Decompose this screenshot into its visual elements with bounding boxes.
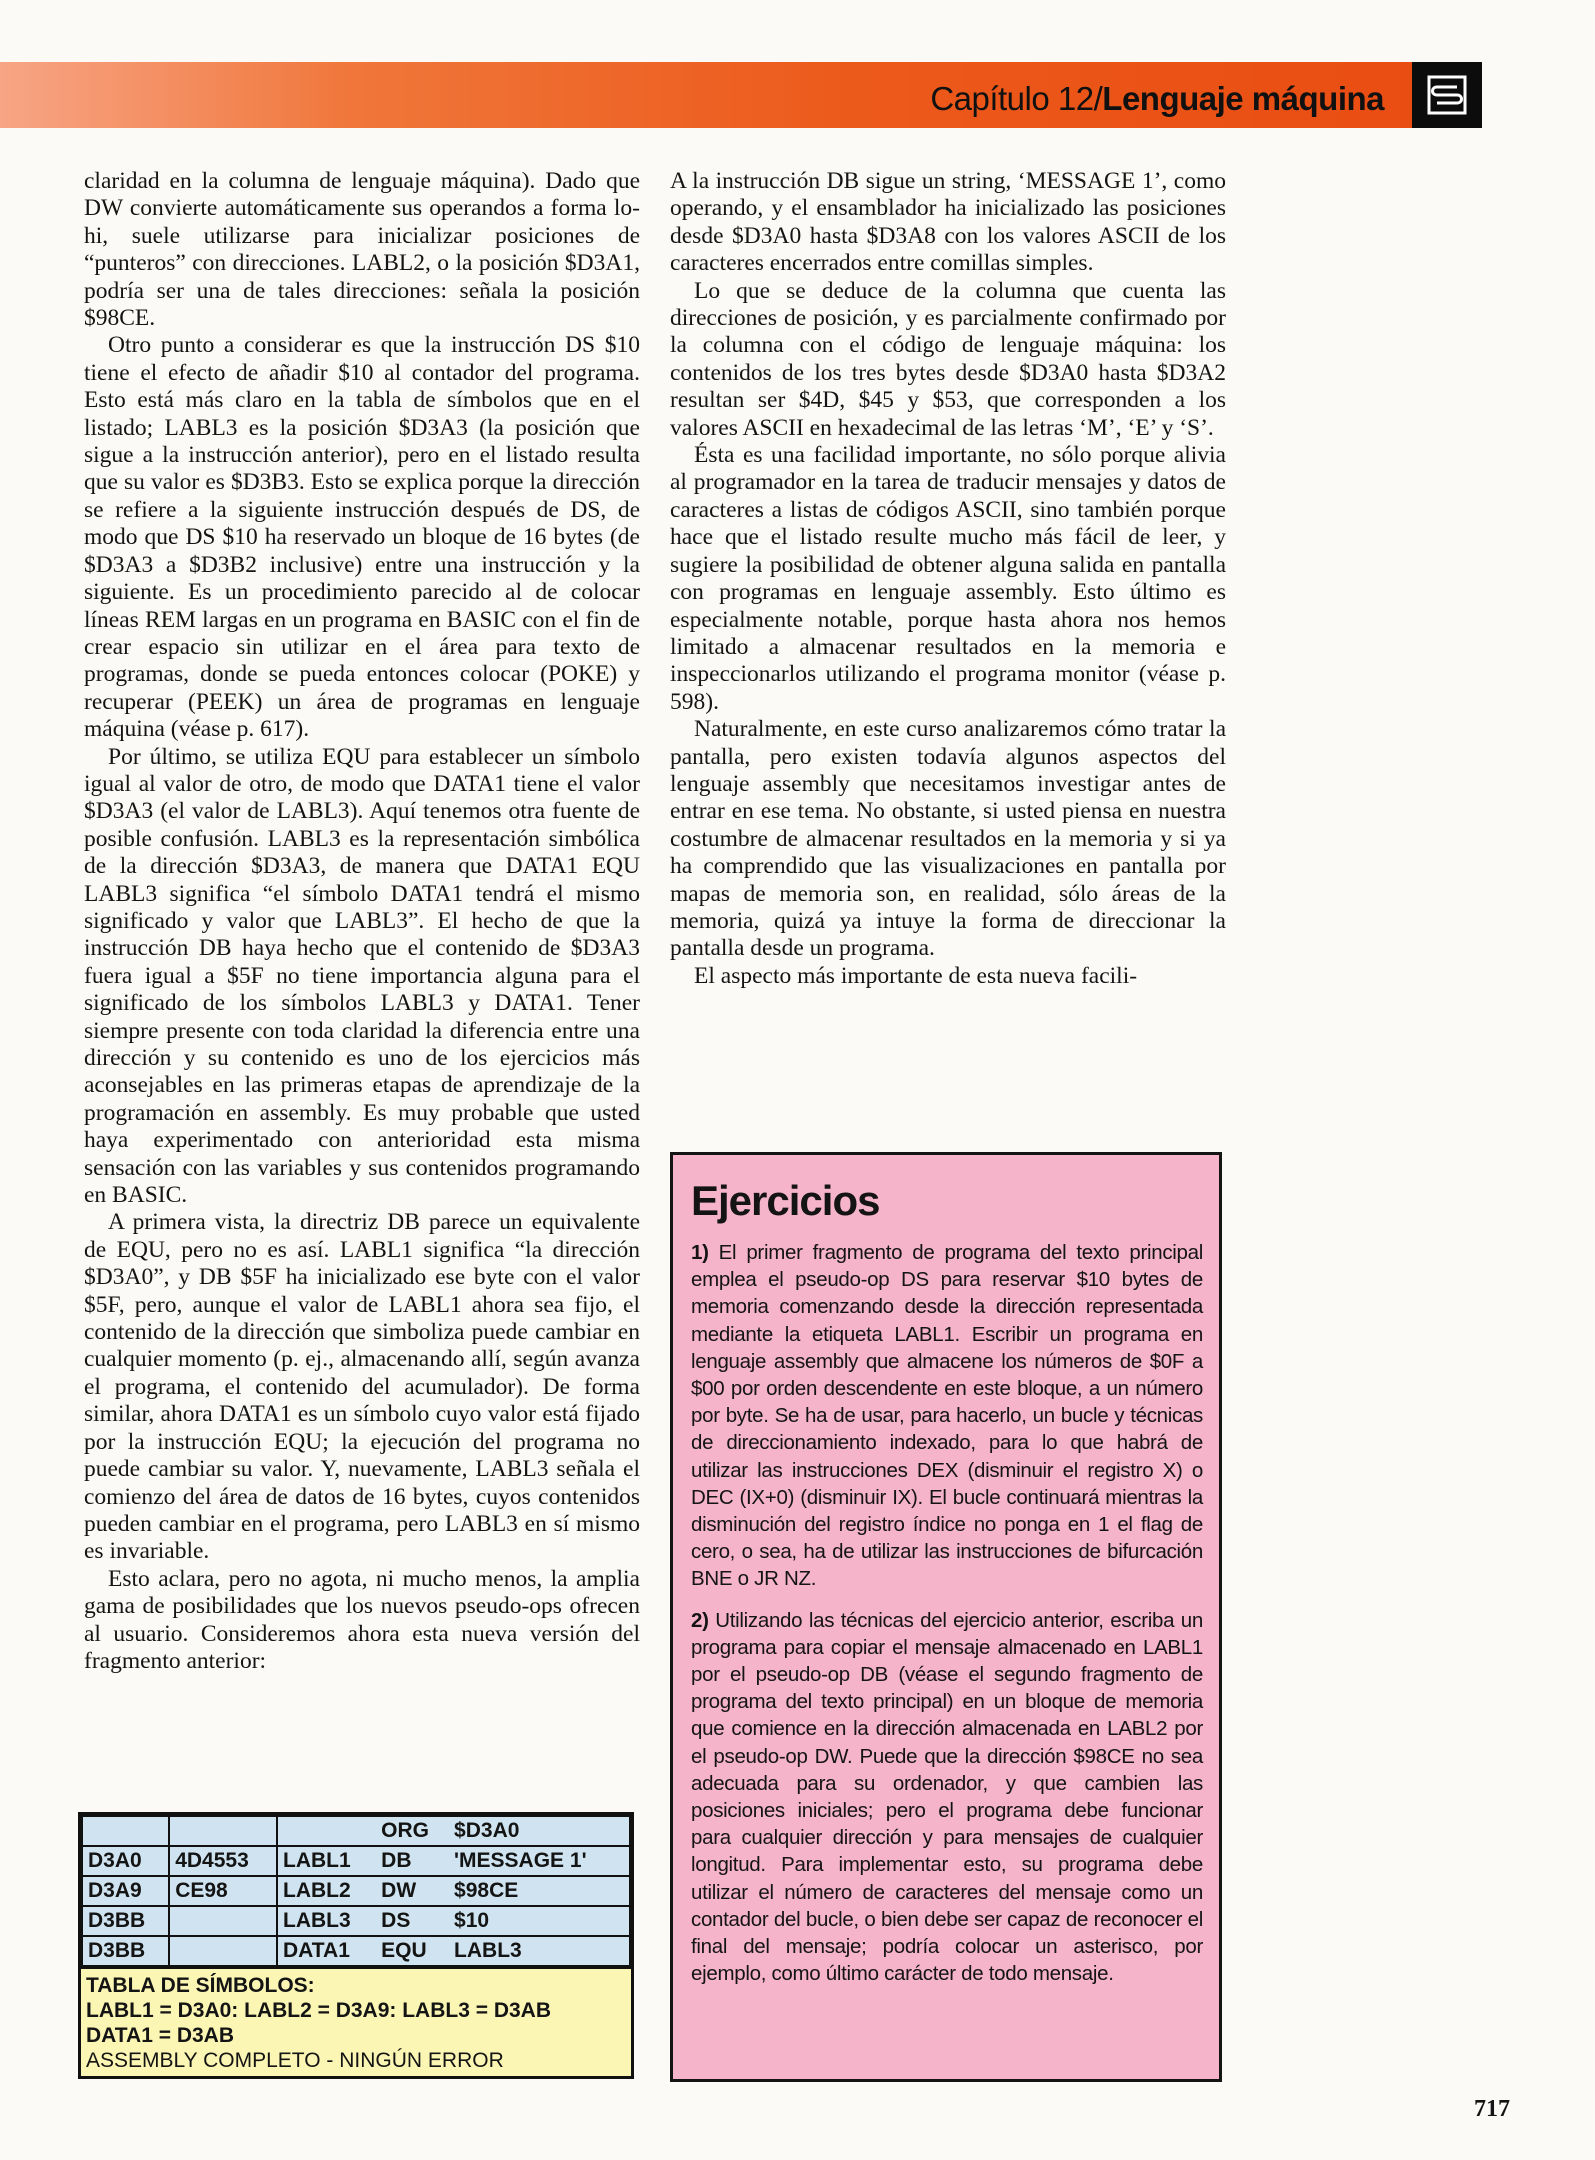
exercises-box — [670, 1152, 1222, 2082]
listing-label: LABL1 — [277, 1846, 376, 1876]
chapter-icon — [1427, 75, 1467, 115]
right-paragraph-5: El aspecto más importante de esta nueva facili- — [694, 962, 1138, 989]
listing-row — [82, 1936, 630, 1966]
left-paragraph-2: Otro punto a considerar es que la instrucción DS $10 tiene el efecto de añadir $10 al contador del programa. Esto está más claro en la tabla de símbolos que en el listado; LABL3 es la posición $D3A3 (la posición que sigue a la instrucción anterior), pero en el listado resulta que su valor es $D3B3. Esto se explica porque la dirección se refiere a la siguiente instrucción después de DS, de modo que DS $10 ha reservado un bloque de 16 bytes (de $D3A3 a $D3B2 inclusive) entre una instrucción y la siguiente. Es un procedimiento parecido al de colocar líneas REM largas en un programa en BASIC con el fin de crear espacio sin utilizar en el área para texto de programas, donde se pueda entonces colocar (POKE) y recuperar (PEEK) un área de programas en lenguaje máquina (véase p. 617). — [84, 332, 640, 743]
listing-operand: $10 — [449, 1906, 630, 1936]
exercise-text: Utilizando las técnicas del ejercicio anterior, escriba un programa para copiar el mensaje almacenado en LABL1 por el pseudo-op DB (véase el segundo fragmento de programa del texto principal) en un bloque de memoria que comience en la dirección almacenada en LABL2 por el pseudo-op DW. Puede que la dirección $98CE no sea adecuada para su ordenador, y que cambien las posiciones iniciales; pero el programa debe funcionar para cualquier dirección y para mensajes de cualquier longitud. Para implementar esto, su programa debe utilizar el número de caracteres del mensaje como un contador del bucle, o bien debe ser capaz de reconocer el final del mensaje; podría colocar un asterisco, por ejemplo, como último carácter de todo mensaje. — [691, 1608, 1203, 1986]
symbol-table-title: TABLA DE SÍMBOLOS: — [86, 1974, 315, 1997]
exercise-text: El primer fragmento de programa del texto principal emplea el pseudo-op DS para reservar $10 bytes de memoria comenzando desde la dirección representada mediante la etiqueta LABL1. Escribir un programa en lenguaje assembly que almacene los números de $0F a $00 por orden descendente en este bloque, a un número por byte. Se ha de usar, para hacerlo, un bucle y técnicas de direccionamiento indexado, para lo que habrá de utilizar las instrucciones DEX (disminuir el registro X) o DEC (IX+0) (disminuir IX). El bucle continuará mientras la disminución del registro índice no ponga en 1 el flag de cero, o sea, ha de utilizar las instrucciones de bifurcación BNE o JR NZ. — [691, 1241, 1203, 1591]
listing-opcode: DB — [376, 1846, 449, 1876]
listing-address: D3A0 — [82, 1846, 169, 1876]
listing-table — [81, 1815, 631, 1967]
chapter-icon-box — [1412, 62, 1482, 128]
right-column — [670, 168, 1226, 990]
right-paragraph-4: Naturalmente, en este curso analizaremos cómo tratar la pantalla, pero existen todavía algunos aspectos del lenguaje assembly que necesitamos investigar antes de entrar en ese tema. No obstante, si usted piensa en nuestra costumbre de almacenar resultados en la memoria y si ya ha comprendido que las visualizaciones en pantalla por mapas de memoria son, en realidad, sólo áreas de la memoria, quizá ya intuye la forma de direccionar la pantalla desde un programa. — [670, 716, 1226, 962]
exercise-number: 2) — [691, 1608, 709, 1632]
symbol-table — [81, 1967, 631, 2076]
listing-row — [82, 1876, 630, 1906]
page-number: 717 — [1474, 2096, 1510, 2122]
listing-label — [277, 1816, 376, 1846]
chapter-title — [930, 80, 1384, 118]
listing-row — [82, 1846, 630, 1876]
listing-operand: $D3A0 — [449, 1816, 630, 1846]
right-paragraph-3: Ésta es una facilidad importante, no sólo porque alivia al programador en la tarea de traducir mensajes y datos de caracteres a listas de códigos ASCII, sino también porque hace que el listado resulte mucho más fácil de leer, y sugiere la posibilidad de obtener alguna salida en pantalla con programas en lenguaje assembly. Esto último es especialmente notable, porque hasta ahora nos hemos limitado a almacenar resultados en la memoria e inspeccionarlos utilizando el programa monitor (véase p. 598). — [670, 442, 1226, 715]
listing-opcode: DS — [376, 1906, 449, 1936]
left-paragraph-3: Por último, se utiliza EQU para establecer un símbolo igual al valor de otro, de modo que DATA1 tiene el valor $D3A3 (el valor de LABL3). Aquí tenemos otra fuente de posible confusión. LABL3 es la representación simbólica de la dirección $D3A3, de manera que DATA1 EQU LABL3 significa “el símbolo DATA1 tendrá el mismo significado y valor que LABL3”. El hecho de que la instrucción DB haya hecho que el contenido de $D3A3 fuera igual a $5F no tiene importancia alguna para el significado de los símbolos LABL3 y DATA1. Tener siempre presente con toda claridad la diferencia entre una dirección y su contenido es uno de los ejercicios más aconsejables en las primeras etapas de aprendizaje de la programación en assembly. Es muy probable que usted haya experimentado con anterioridad esta misma sensación con las variables y sus contenidos programando en BASIC. — [84, 743, 640, 1209]
listing-address — [82, 1816, 169, 1846]
listing-label: LABL3 — [277, 1906, 376, 1936]
left-column — [84, 168, 640, 1675]
listing-operand: $98CE — [449, 1876, 630, 1906]
listing-row — [82, 1906, 630, 1936]
left-paragraph-1: claridad en la columna de lenguaje máquina). Dado que DW convierte automáticamente sus operandos a forma lo-hi, suele utilizarse para inicializar posiciones de “punteros” con direcciones. LABL2, o la posición $D3A1, podría ser una de tales direcciones: señala la posición $98CE. — [84, 168, 640, 332]
exercises-title: Ejercicios — [691, 1177, 880, 1224]
assembly-status: ASSEMBLY COMPLETO - NINGÚN ERROR — [86, 2049, 504, 2072]
exercise-number: 1) — [691, 1241, 709, 1264]
symbol-line: LABL1 = D3A0: LABL2 = D3A9: LABL3 = D3AB — [86, 1999, 552, 2022]
chapter-label: Capítulo 12/ — [930, 80, 1103, 117]
listing-label: LABL2 — [277, 1876, 376, 1906]
listing-row — [82, 1816, 630, 1846]
exercise-item-2 — [691, 1607, 1203, 1988]
right-paragraph-1: A la instrucción DB sigue un string, ‘MESSAGE 1’, como operando, y el ensamblador ha inicializado las posiciones desde $D3A0 hasta $D3A8 con los valores ASCII de los caracteres encerrados entre comillas simples. — [670, 168, 1226, 277]
listing-code — [169, 1906, 277, 1936]
listing-code: 4D4553 — [169, 1846, 277, 1876]
listing-opcode: DW — [376, 1876, 449, 1906]
chapter-topic: Lenguaje máquina — [1102, 80, 1384, 117]
listing-address: D3A9 — [82, 1876, 169, 1906]
left-paragraph-5: Esto aclara, pero no agota, ni mucho menos, la amplia gama de posibilidades que los nuevos pseudo-ops ofrecen al usuario. Consideremos ahora esta nueva versión del fragmento anterior: — [84, 1565, 640, 1674]
listing-operand: 'MESSAGE 1' — [449, 1846, 630, 1876]
symbol-line: DATA1 = D3AB — [86, 2024, 234, 2047]
assembly-listing — [78, 1812, 634, 2079]
listing-opcode: EQU — [376, 1936, 449, 1966]
listing-code — [169, 1936, 277, 1966]
listing-address: D3BB — [82, 1936, 169, 1966]
left-paragraph-4: A primera vista, la directriz DB parece un equivalente de EQU, pero no es así. LABL1 significa “la dirección $D3A0”, y DB $5F ha inicializado ese byte con el valor $5F, pero, aunque el valor de LABL1 ahora sea fijo, el contenido de la dirección que simboliza puede cambiar en cualquier momento (p. ej., almacenando allí, según avanza el programa, el contenido del acumulador). De forma similar, ahora DATA1 es un símbolo cuyo valor está fijado por la instrucción EQU; la ejecución del programa no puede cambiar su valor. Y, nuevamente, LABL3 señala el comienzo del área de datos de 16 bytes, cuyos contenidos pueden cambiar en el programa, pero LABL3 en sí mismo es invariable. — [84, 1209, 640, 1565]
listing-opcode: ORG — [376, 1816, 449, 1846]
listing-address: D3BB — [82, 1906, 169, 1936]
listing-operand: LABL3 — [449, 1936, 630, 1966]
listing-code — [169, 1816, 277, 1846]
chapter-banner — [0, 62, 1412, 128]
listing-code: CE98 — [169, 1876, 277, 1906]
listing-label: DATA1 — [277, 1936, 376, 1966]
exercise-item-1 — [691, 1239, 1203, 1593]
right-paragraph-2: Lo que se deduce de la columna que cuenta las direcciones de posición, y es parcialmente confirmado por la columna con el código de lenguaje máquina: los contenidos de los tres bytes desde $D3A0 hasta $D3A2 resultan ser $4D, $45 y $53, que corresponden a los valores ASCII en hexadecimal de las letras ‘M’, ‘E’ y ‘S’. — [670, 277, 1226, 441]
